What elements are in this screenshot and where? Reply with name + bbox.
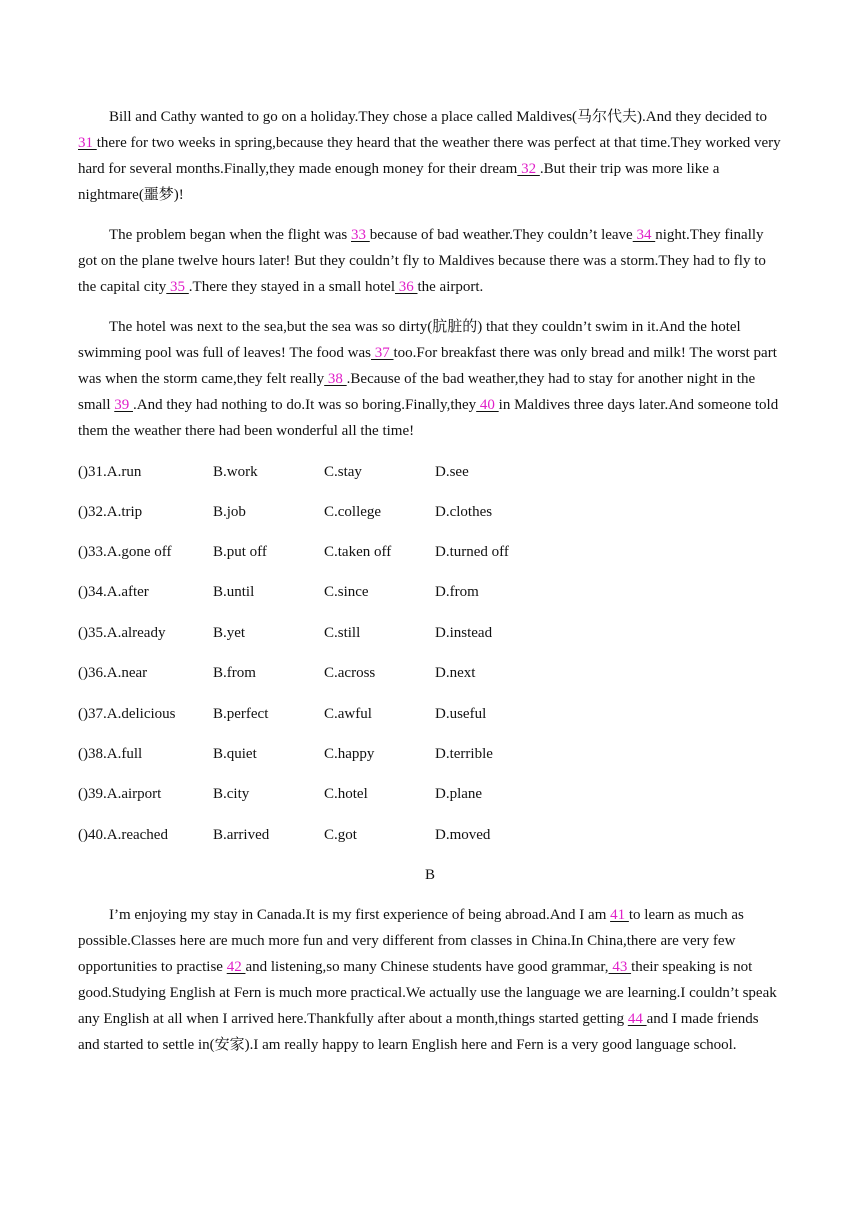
option-b: B.arrived bbox=[213, 827, 270, 843]
option-c: C.across bbox=[324, 665, 376, 681]
question-34-options bbox=[78, 582, 778, 602]
blank-33: 33 bbox=[351, 227, 370, 243]
option-d: D.plane bbox=[435, 786, 483, 802]
blank-32: 32 bbox=[517, 161, 540, 177]
passage-a-paragraph-3 bbox=[78, 314, 782, 444]
option-d: D.from bbox=[435, 584, 479, 600]
text: .But their trip was more like a nightmare(噩梦)! bbox=[78, 161, 720, 203]
option-b: B.city bbox=[213, 786, 250, 802]
option-c: C.awful bbox=[324, 706, 372, 722]
question-32-options bbox=[78, 502, 778, 522]
section-label-b: B bbox=[424, 867, 435, 883]
option-b: B.until bbox=[213, 584, 255, 600]
text: The hotel was next to the sea,but the sea was so dirty(肮脏的) that they couldn’t swim in it.And the hotel swimming pool was full of leaves! The food was bbox=[78, 319, 741, 361]
option-c: C.hotel bbox=[324, 786, 368, 802]
option-c: C.since bbox=[324, 584, 369, 600]
text: I’m enjoying my stay in Canada.It is my first experience of being abroad.And I am bbox=[109, 907, 611, 923]
option-d: D.terrible bbox=[435, 746, 493, 762]
option-b: B.perfect bbox=[213, 706, 269, 722]
passage-a-paragraph-2 bbox=[78, 222, 782, 300]
option-b: B.from bbox=[213, 665, 256, 681]
blank-39: 39 bbox=[114, 397, 133, 413]
option-c: C.college bbox=[324, 504, 382, 520]
blank-36: 36 bbox=[394, 279, 418, 295]
text: .There they stayed in a small hotel bbox=[188, 279, 395, 295]
option-c: C.got bbox=[324, 827, 357, 843]
question-33-options bbox=[78, 542, 778, 562]
text: night.They finally got on the plane twelve hours later! But they couldn’t fly to Maldives because there was a storm.They had to fly to the capital city bbox=[78, 227, 766, 295]
text: .Because of the bad weather,they had to stay for another night in the small bbox=[78, 371, 756, 413]
option-a: ()35.A.already bbox=[78, 625, 166, 641]
option-d: D.clothes bbox=[435, 504, 493, 520]
option-d: D.next bbox=[435, 665, 476, 681]
question-37-options bbox=[78, 704, 778, 724]
option-d: D.see bbox=[435, 464, 469, 480]
blank-44: 44 bbox=[627, 1011, 647, 1027]
text: .And they had nothing to do.It was so boring.Finally,they bbox=[133, 397, 477, 413]
option-a: ()32.A.trip bbox=[78, 504, 143, 520]
text: the airport. bbox=[417, 279, 484, 295]
blank-34: 34 bbox=[632, 227, 656, 243]
blank-38: 38 bbox=[324, 371, 347, 387]
option-b: B.put off bbox=[213, 544, 267, 560]
text: in Maldives three days later.And someone told them the weather there had been wonderful all the time! bbox=[78, 397, 779, 439]
option-c: C.happy bbox=[324, 746, 375, 762]
option-b: B.job bbox=[213, 504, 246, 520]
text: because of bad weather.They couldn’t leave bbox=[369, 227, 633, 243]
option-c: C.still bbox=[324, 625, 361, 641]
option-a: ()39.A.airport bbox=[78, 786, 162, 802]
blank-31: 31 bbox=[78, 135, 97, 151]
option-b: B.yet bbox=[213, 625, 246, 641]
option-c: C.taken off bbox=[324, 544, 392, 560]
option-a: ()33.A.gone off bbox=[78, 544, 172, 560]
question-40-options bbox=[78, 825, 778, 845]
text: The problem began when the flight was bbox=[109, 227, 352, 243]
option-a: ()37.A.delicious bbox=[78, 706, 176, 722]
question-31-options bbox=[78, 462, 778, 482]
blank-37: 37 bbox=[371, 345, 394, 361]
text: Bill and Cathy wanted to go on a holiday.They chose a place called Maldives(马尔代夫).And they decided to bbox=[109, 109, 768, 125]
option-b: B.work bbox=[213, 464, 258, 480]
text: there for two weeks in spring,because they heard that the weather there was perfect at that time.They worked very hard for several months.Finally,they made enough money for their dream bbox=[78, 135, 781, 177]
text: and listening,so many Chinese students have good grammar, bbox=[245, 959, 609, 975]
option-d: D.moved bbox=[435, 827, 491, 843]
option-a: ()31.A.run bbox=[78, 464, 142, 480]
text: their speaking is not good.Studying English at Fern is much more practical.We actually use the language we are learning.I couldn’t speak any English at all when I arrived here.Thankfully after about a month,things started getting bbox=[78, 959, 777, 1027]
text: and I made friends and started to settle in(安家).I am really happy to learn English here and Fern is a very good language school. bbox=[78, 1011, 759, 1053]
option-d: D.useful bbox=[435, 706, 487, 722]
text: too.For breakfast there was only bread and milk! The worst part was when the storm came,they felt really bbox=[78, 345, 777, 387]
passage-a-paragraph-1 bbox=[78, 104, 782, 208]
option-d: D.instead bbox=[435, 625, 493, 641]
blank-35: 35 bbox=[166, 279, 189, 295]
text: to learn as much as possible.Classes here are much more fun and very different from classes in China.In China,there are very few opportunities to practise bbox=[78, 907, 744, 975]
option-c: C.stay bbox=[324, 464, 362, 480]
passage-b-paragraph-1 bbox=[78, 902, 782, 1058]
blank-42: 42 bbox=[226, 959, 246, 975]
blank-43: 43 bbox=[608, 959, 632, 975]
blank-40: 40 bbox=[476, 397, 499, 413]
option-a: ()40.A.reached bbox=[78, 827, 168, 843]
option-a: ()36.A.near bbox=[78, 665, 148, 681]
question-39-options bbox=[78, 784, 778, 804]
option-a: ()34.A.after bbox=[78, 584, 149, 600]
option-b: B.quiet bbox=[213, 746, 257, 762]
option-d: D.turned off bbox=[435, 544, 509, 560]
blank-41: 41 bbox=[610, 907, 629, 923]
question-35-options bbox=[78, 623, 778, 643]
question-38-options bbox=[78, 744, 778, 764]
question-36-options bbox=[78, 663, 778, 683]
option-a: ()38.A.full bbox=[78, 746, 143, 762]
